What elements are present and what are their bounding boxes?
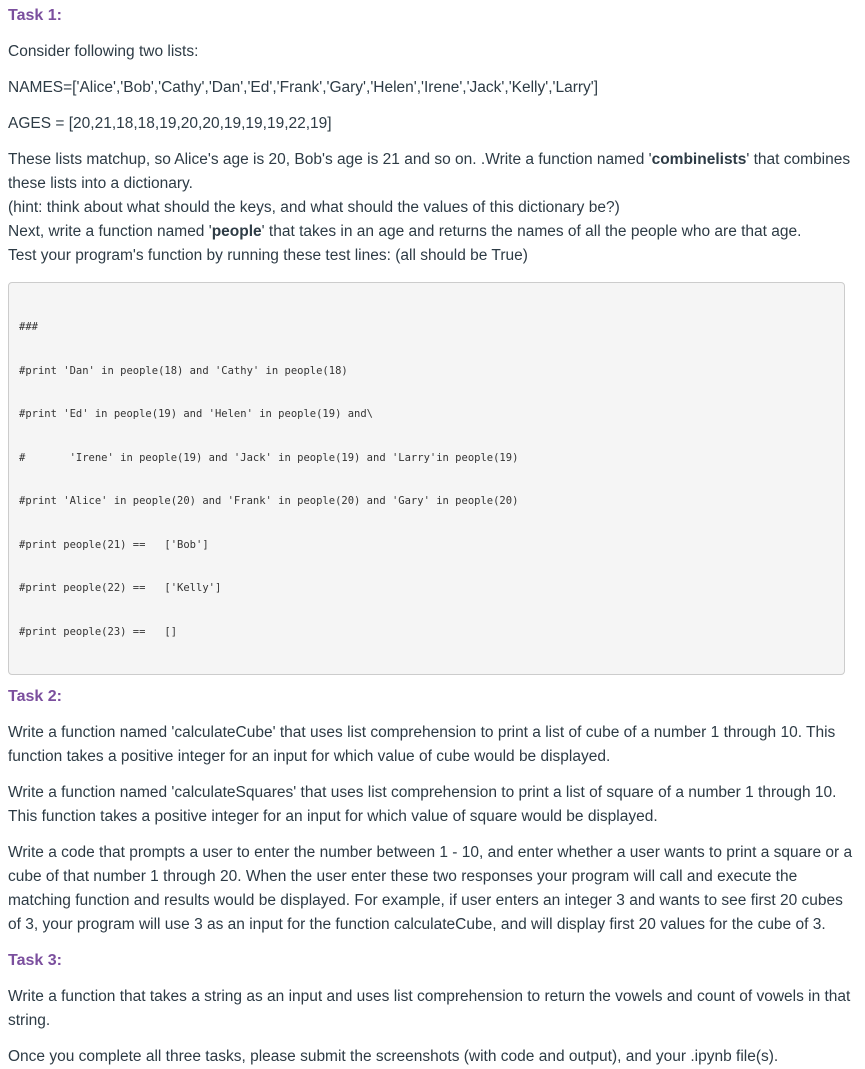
- task3-description: Write a function that takes a string as an input and uses list comprehension to return the vowels and count of vowels in that string.: [8, 988, 851, 1029]
- task1-next-text-end: ' that takes in an age and returns the names of all the people who are that age.: [261, 223, 802, 240]
- code-line: #print 'Alice' in people(20) and 'Frank' in people(20) and 'Gary' in people(20): [19, 495, 519, 507]
- task1-description: [8, 148, 857, 196]
- task1-heading: Task 1:: [8, 7, 62, 24]
- code-line: #print people(21) == ['Bob']: [19, 538, 209, 551]
- task1-next-text: Next, write a function named ': [8, 223, 212, 240]
- code-line: #print 'Dan' in people(18) and 'Cathy' in people(18): [19, 364, 348, 377]
- task2-cube-description: Write a function named 'calculateCube' that uses list comprehension to print a list of cube of a number 1 through 10. This function takes a positive integer for an input for which value of cube would be displayed.: [8, 724, 836, 765]
- task3-heading: Task 3:: [8, 952, 62, 969]
- combinelists-name: combinelists: [651, 151, 747, 168]
- task2-square-description: Write a function named 'calculateSquares' that uses list comprehension to print a list of square of a number 1 through 10. This function takes a positive integer for an input for which value of square would be displayed.: [8, 784, 837, 825]
- task1-test-instructions: Test your program's function by running these test lines: (all should be True): [8, 247, 528, 264]
- names-list-line: NAMES=['Alice','Bob','Cathy','Dan','Ed','Frank','Gary','Helen','Irene','Jack','Kelly','Larry']: [8, 79, 599, 96]
- people-function-name: people: [211, 223, 262, 240]
- code-line: ###: [19, 321, 38, 333]
- task1-next: [8, 220, 857, 244]
- code-line: #print people(23) == []: [19, 625, 178, 638]
- code-line: #print people(22) == ['Kelly']: [19, 582, 222, 594]
- code-line: # 'Irene' in people(19) and 'Jack' in people(19) and 'Larry'in people(19): [19, 451, 519, 464]
- submission-instructions: Once you complete all three tasks, please submit the screenshots (with code and output), and your .ipynb file(s).: [8, 1048, 779, 1065]
- code-line: #print 'Ed' in people(19) and 'Helen' in people(19) and\: [19, 408, 374, 420]
- task2-heading: Task 2:: [8, 688, 62, 705]
- task1-desc-text-end: ' that combines these lists into a dictionary.: [8, 151, 851, 192]
- ages-list-line: AGES = [20,21,18,18,19,20,20,19,19,19,22,19]: [8, 115, 332, 132]
- task2-prompt-description: Write a code that prompts a user to enter the number between 1 - 10, and enter whether a user wants to print a square or a cube of that number 1 through 20. When the user enter these two responses your program will call and execute the matching function and results would be displayed. For example, if user enters an integer 3 and wants to see first 20 cubes of 3, your program will use 3 as an input for the function calculateCube, and will display first 20 values for the cube of 3.: [8, 844, 853, 933]
- task1-desc-text: These lists matchup, so Alice's age is 20, Bob's age is 21 and so on. .Write a function named ': [8, 151, 652, 168]
- task1-hint: (hint: think about what should the keys, and what should the values of this dictionary be?): [8, 199, 620, 216]
- code-block: [8, 282, 845, 675]
- task1-intro: Consider following two lists:: [8, 43, 199, 60]
